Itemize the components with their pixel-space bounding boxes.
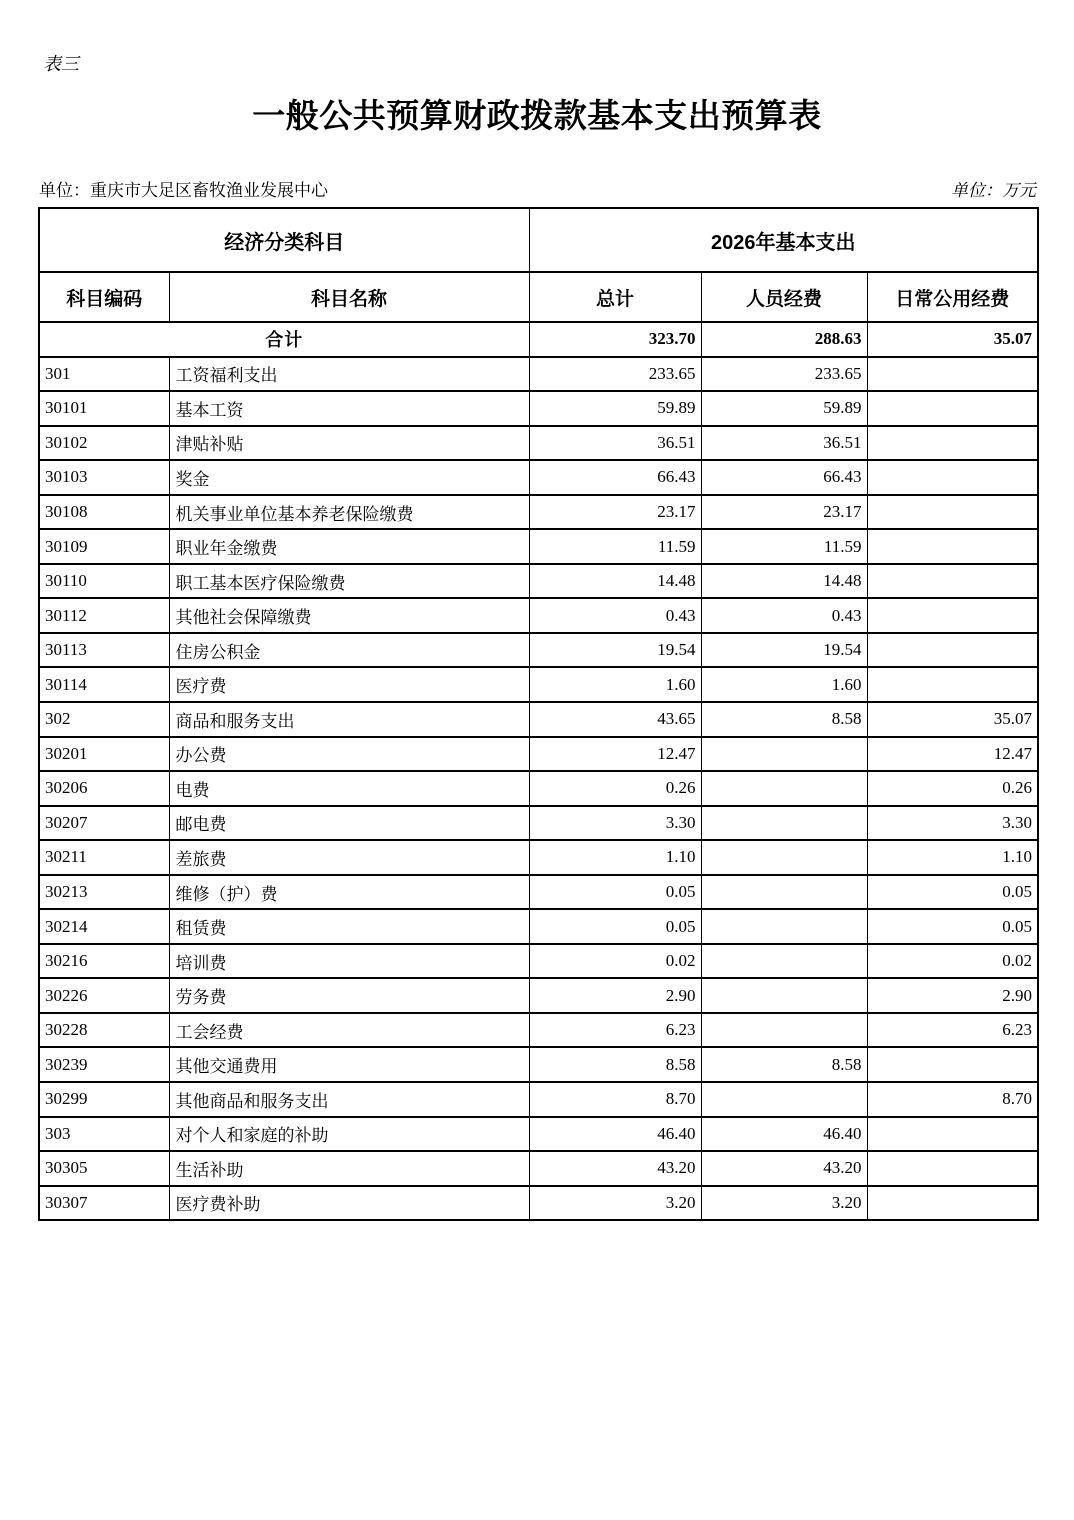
table-number-label: 表三 <box>43 54 79 74</box>
total-amount-cell: 1.60 <box>529 667 701 702</box>
total-amount-cell: 36.51 <box>529 426 701 461</box>
subject-name-cell: 基本工资 <box>169 391 529 426</box>
table-row <box>39 875 1038 910</box>
personnel-amount-cell: 19.54 <box>701 633 867 668</box>
table-row <box>39 598 1038 633</box>
table-row <box>39 1117 1038 1152</box>
personnel-amount-cell: 46.40 <box>701 1117 867 1152</box>
subject-code-cell: 303 <box>39 1117 169 1152</box>
table-row <box>39 1013 1038 1048</box>
personnel-amount-cell <box>701 909 867 944</box>
daily-amount-cell <box>867 391 1038 426</box>
personnel-amount-cell: 14.48 <box>701 564 867 599</box>
subject-name-cell: 医疗费 <box>169 667 529 702</box>
subject-code-cell: 30207 <box>39 806 169 841</box>
subject-name-cell: 差旅费 <box>169 840 529 875</box>
subject-name-cell: 工资福利支出 <box>169 357 529 392</box>
subject-code-cell: 30103 <box>39 460 169 495</box>
total-amount-cell: 1.10 <box>529 840 701 875</box>
total-amount-cell: 43.65 <box>529 702 701 737</box>
table-row <box>39 806 1038 841</box>
daily-amount-cell: 0.02 <box>867 944 1038 979</box>
daily-amount-cell: 1.10 <box>867 840 1038 875</box>
personnel-amount-cell: 3.20 <box>701 1186 867 1221</box>
header-columns-row <box>39 272 1038 322</box>
table-row <box>39 978 1038 1013</box>
subject-code-cell: 30201 <box>39 737 169 772</box>
subject-name-cell: 其他社会保障缴费 <box>169 598 529 633</box>
total-amount-cell: 3.30 <box>529 806 701 841</box>
subject-code-cell: 30214 <box>39 909 169 944</box>
daily-amount-cell <box>867 633 1038 668</box>
subject-name-cell: 培训费 <box>169 944 529 979</box>
col-header-subject-name: 科目名称 <box>169 272 529 322</box>
subject-name-cell: 其他交通费用 <box>169 1047 529 1082</box>
subject-code-cell: 30108 <box>39 495 169 530</box>
subject-code-cell: 30216 <box>39 944 169 979</box>
budget-table <box>38 207 1039 1221</box>
personnel-amount-cell: 1.60 <box>701 667 867 702</box>
table-row <box>39 840 1038 875</box>
personnel-amount-cell <box>701 737 867 772</box>
subject-code-cell: 30112 <box>39 598 169 633</box>
total-amount-cell: 8.70 <box>529 1082 701 1117</box>
total-amount-cell: 46.40 <box>529 1117 701 1152</box>
unit-name-label: 单位：重庆市大足区畜牧渔业发展中心 <box>39 181 328 200</box>
personnel-amount-cell: 43.20 <box>701 1151 867 1186</box>
personnel-amount-cell <box>701 840 867 875</box>
total-amount-cell: 323.70 <box>529 322 701 357</box>
subject-code-cell: 301 <box>39 357 169 392</box>
daily-amount-cell: 6.23 <box>867 1013 1038 1048</box>
personnel-amount-cell <box>701 978 867 1013</box>
subject-code-cell: 30109 <box>39 529 169 564</box>
daily-amount-cell <box>867 357 1038 392</box>
col-header-personnel-funds: 人员经费 <box>701 272 867 322</box>
subject-name-cell: 津贴补贴 <box>169 426 529 461</box>
total-amount-cell: 8.58 <box>529 1047 701 1082</box>
col-header-total: 总计 <box>529 272 701 322</box>
subject-name-cell: 工会经费 <box>169 1013 529 1048</box>
subject-name-cell: 职业年金缴费 <box>169 529 529 564</box>
daily-amount-cell <box>867 1117 1038 1152</box>
daily-amount-cell: 35.07 <box>867 702 1038 737</box>
table-row <box>39 1082 1038 1117</box>
personnel-amount-cell: 0.43 <box>701 598 867 633</box>
daily-amount-cell <box>867 495 1038 530</box>
subject-code-cell: 302 <box>39 702 169 737</box>
daily-amount-cell <box>867 426 1038 461</box>
header-economic-classification: 经济分类科目 <box>39 208 529 272</box>
total-amount-cell: 14.48 <box>529 564 701 599</box>
table-row <box>39 1047 1038 1082</box>
total-amount-cell: 0.05 <box>529 875 701 910</box>
total-amount-cell: 0.05 <box>529 909 701 944</box>
subject-name-cell: 医疗费补助 <box>169 1186 529 1221</box>
daily-amount-cell <box>867 564 1038 599</box>
table-row <box>39 426 1038 461</box>
subject-name-cell: 对个人和家庭的补助 <box>169 1117 529 1152</box>
unit-currency-label: 单位：万元 <box>951 181 1036 200</box>
personnel-amount-cell <box>701 806 867 841</box>
daily-amount-cell <box>867 667 1038 702</box>
subject-name-cell: 邮电费 <box>169 806 529 841</box>
total-amount-cell: 12.47 <box>529 737 701 772</box>
table-row <box>39 495 1038 530</box>
budget-table-body <box>39 322 1038 1220</box>
personnel-amount-cell <box>701 1013 867 1048</box>
personnel-amount-cell: 11.59 <box>701 529 867 564</box>
personnel-amount-cell: 8.58 <box>701 702 867 737</box>
daily-amount-cell: 0.05 <box>867 875 1038 910</box>
daily-amount-cell <box>867 598 1038 633</box>
total-amount-cell: 19.54 <box>529 633 701 668</box>
table-row <box>39 944 1038 979</box>
daily-amount-cell: 35.07 <box>867 322 1038 357</box>
subject-code-cell: 30110 <box>39 564 169 599</box>
table-row <box>39 460 1038 495</box>
subject-name-cell: 维修（护）费 <box>169 875 529 910</box>
table-row <box>39 702 1038 737</box>
personnel-amount-cell: 233.65 <box>701 357 867 392</box>
daily-amount-cell: 0.05 <box>867 909 1038 944</box>
subject-code-cell: 30226 <box>39 978 169 1013</box>
subject-code-cell: 30114 <box>39 667 169 702</box>
table-row <box>39 909 1038 944</box>
daily-amount-cell <box>867 1151 1038 1186</box>
personnel-amount-cell: 59.89 <box>701 391 867 426</box>
total-row <box>39 322 1038 357</box>
daily-amount-cell: 0.26 <box>867 771 1038 806</box>
daily-amount-cell: 12.47 <box>867 737 1038 772</box>
total-amount-cell: 59.89 <box>529 391 701 426</box>
personnel-amount-cell <box>701 1082 867 1117</box>
subject-name-cell: 住房公积金 <box>169 633 529 668</box>
header-basic-expenditure-2026: 2026年基本支出 <box>529 208 1038 272</box>
total-amount-cell: 2.90 <box>529 978 701 1013</box>
col-header-daily-public-funds: 日常公用经费 <box>867 272 1038 322</box>
subject-name-cell: 奖金 <box>169 460 529 495</box>
personnel-amount-cell: 8.58 <box>701 1047 867 1082</box>
subject-code-cell: 30101 <box>39 391 169 426</box>
subject-name-cell: 租赁费 <box>169 909 529 944</box>
table-row <box>39 391 1038 426</box>
subject-code-cell: 30113 <box>39 633 169 668</box>
table-row <box>39 1186 1038 1221</box>
subject-name-cell: 劳务费 <box>169 978 529 1013</box>
table-row <box>39 1151 1038 1186</box>
subject-code-cell: 30239 <box>39 1047 169 1082</box>
daily-amount-cell <box>867 529 1038 564</box>
page-title: 一般公共预算财政拨款基本支出预算表 <box>252 99 822 135</box>
col-header-subject-code: 科目编码 <box>39 272 169 322</box>
subject-code-cell: 30228 <box>39 1013 169 1048</box>
table-row <box>39 564 1038 599</box>
total-amount-cell: 0.43 <box>529 598 701 633</box>
total-amount-cell: 23.17 <box>529 495 701 530</box>
meta-row <box>39 176 1036 201</box>
subject-name-cell: 职工基本医疗保险缴费 <box>169 564 529 599</box>
personnel-amount-cell <box>701 771 867 806</box>
budget-table-header <box>39 208 1038 322</box>
subject-code-cell: 30211 <box>39 840 169 875</box>
total-amount-cell: 233.65 <box>529 357 701 392</box>
table-row <box>39 667 1038 702</box>
total-label-cell: 合计 <box>39 322 529 357</box>
daily-amount-cell: 3.30 <box>867 806 1038 841</box>
daily-amount-cell <box>867 1186 1038 1221</box>
total-amount-cell: 6.23 <box>529 1013 701 1048</box>
subject-name-cell: 办公费 <box>169 737 529 772</box>
subject-code-cell: 30102 <box>39 426 169 461</box>
subject-name-cell: 机关事业单位基本养老保险缴费 <box>169 495 529 530</box>
personnel-amount-cell: 36.51 <box>701 426 867 461</box>
header-group-row <box>39 208 1038 272</box>
personnel-amount-cell: 23.17 <box>701 495 867 530</box>
table-row <box>39 633 1038 668</box>
daily-amount-cell <box>867 1047 1038 1082</box>
total-amount-cell: 0.02 <box>529 944 701 979</box>
table-row <box>39 737 1038 772</box>
subject-name-cell: 电费 <box>169 771 529 806</box>
subject-name-cell: 商品和服务支出 <box>169 702 529 737</box>
subject-code-cell: 30206 <box>39 771 169 806</box>
subject-code-cell: 30299 <box>39 1082 169 1117</box>
personnel-amount-cell: 66.43 <box>701 460 867 495</box>
table-row <box>39 771 1038 806</box>
total-amount-cell: 43.20 <box>529 1151 701 1186</box>
daily-amount-cell: 2.90 <box>867 978 1038 1013</box>
personnel-amount-cell <box>701 944 867 979</box>
table-row <box>39 529 1038 564</box>
subject-name-cell: 其他商品和服务支出 <box>169 1082 529 1117</box>
daily-amount-cell <box>867 460 1038 495</box>
personnel-amount-cell <box>701 875 867 910</box>
total-amount-cell: 66.43 <box>529 460 701 495</box>
total-amount-cell: 3.20 <box>529 1186 701 1221</box>
subject-code-cell: 30305 <box>39 1151 169 1186</box>
daily-amount-cell: 8.70 <box>867 1082 1038 1117</box>
subject-name-cell: 生活补助 <box>169 1151 529 1186</box>
personnel-amount-cell: 288.63 <box>701 322 867 357</box>
subject-code-cell: 30213 <box>39 875 169 910</box>
total-amount-cell: 0.26 <box>529 771 701 806</box>
total-amount-cell: 11.59 <box>529 529 701 564</box>
subject-code-cell: 30307 <box>39 1186 169 1221</box>
table-row <box>39 357 1038 392</box>
